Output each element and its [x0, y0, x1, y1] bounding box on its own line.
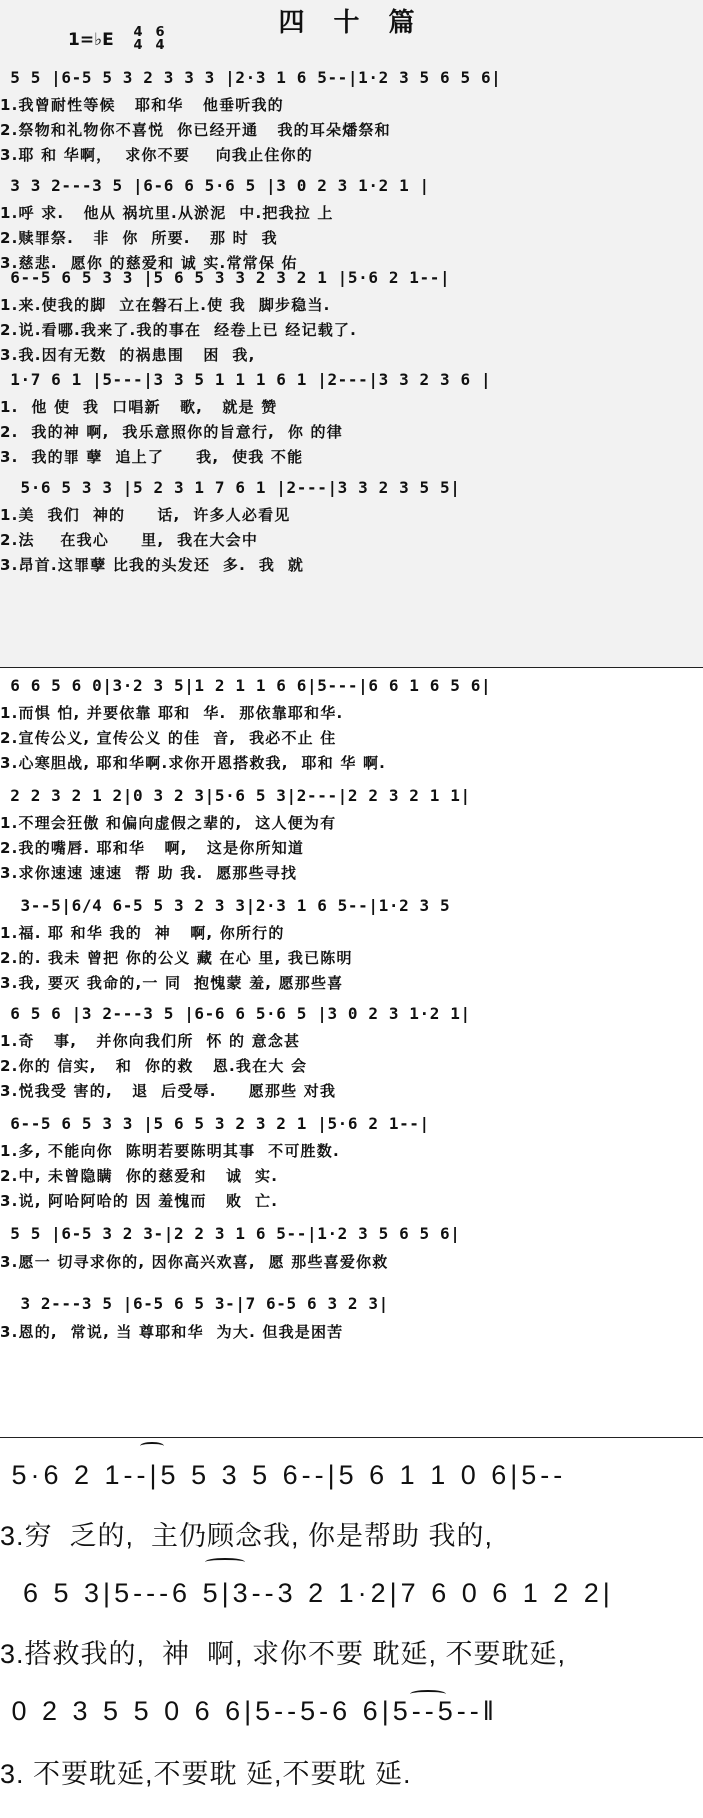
lyric-line: 3.慈悲. 愿你 的慈爱和 诚 实.常常保 佑	[0, 254, 298, 272]
lyric-line: 1.我曾耐性等候 耶和华 他垂听我的	[0, 96, 284, 114]
notation-line: 5 5 |6-5 3 2 3-|2 2 3 1 6 5--|1·2 3 5 6 5 6|	[0, 1224, 461, 1243]
lyric-line: 2.赎罪祭. 非 你 所要. 那 时 我	[0, 229, 278, 247]
lyric-line: 2.宣传公义, 宣传公义 的佳 音, 我必不止 住	[0, 729, 337, 747]
score-section-3	[0, 1438, 703, 1818]
song-title: 四 十 篇	[278, 8, 425, 38]
time-signature-4-4: 4 4	[133, 25, 143, 53]
notation-line: 5 5 |6-5 5 3 2 3 3 3 |2·3 1 6 5--|1·2 3 5 6 5 6|	[0, 68, 502, 87]
notation-line: 3 3 2---3 5 |6-6 6 5·6 5 |3 0 2 3 1·2 1 |	[0, 176, 430, 195]
lyric-line: 3. 我的罪 孽 追上了 我, 使我 不能	[0, 448, 304, 466]
score-section-2	[0, 668, 703, 1438]
lyric-line: 2.法 在我心 里, 我在大会中	[0, 531, 259, 549]
lyric-line: 3.穷 乏的, 主仍顾念我, 你是帮助 我的,	[0, 1521, 494, 1551]
lyric-line: 1.多, 不能向你 陈明若要陈明其事 不可胜数.	[0, 1142, 340, 1160]
notation-line: 3 2---3 5 |6-5 6 5 3-|7 6-5 6 3 2 3|	[0, 1294, 389, 1313]
notation-line: 2 2 3 2 1 2|0 3 2 3|5·6 5 3|2---|2 2 3 2 1 1|	[0, 786, 471, 805]
lyric-line: 3. 不要耽延,不要耽 延,不要耽 延.	[0, 1759, 412, 1789]
lyric-line: 3.耶 和 华啊， 求你不要 向我止住你的	[0, 146, 313, 164]
lyric-line: 2.中, 未曾隐瞒 你的慈爱和 诚 实.	[0, 1167, 279, 1185]
notation-line: 6 6 5 6 0|3·2 3 5|1 2 1 1 6 6|5---|6 6 1 6 5 6|	[0, 676, 492, 695]
notation-line: 3--5|6/4 6-5 5 3 2 3 3|2·3 1 6 5--|1·2 3 5	[0, 896, 451, 915]
lyric-line: 1.而惧 怕, 并要依靠 耶和 华. 那依靠耶和华.	[0, 704, 344, 722]
notation-line: 6 5 6 |3 2---3 5 |6-6 6 5·6 5 |3 0 2 3 1·2 1|	[0, 1004, 471, 1023]
lyric-line: 3.我.因有无数 的祸患围 困 我,	[0, 346, 256, 364]
lyric-line: 1.福. 耶 和华 我的 神 啊, 你所行的	[0, 924, 285, 942]
notation-line: 5·6 5 3 3 |5 2 3 1 7 6 1 |2---|3 3 2 3 5 5|	[0, 478, 461, 497]
lyric-line: 3.愿一 切寻求你的, 因你高兴欢喜, 愿 那些喜爱你救	[0, 1253, 389, 1271]
notation-line: 1·7 6 1 |5---|3 3 5 1 1 1 6 1 |2---|3 3 2 3 6 |	[0, 370, 492, 389]
lyric-line: 2.祭物和礼物你不喜悦 你已经开通 我的耳朵燔祭和	[0, 121, 391, 139]
lyric-line: 1. 他 使 我 口唱新 歌, 就是 赞	[0, 398, 278, 416]
lyric-line: 3.说, 阿哈阿哈的 因 羞愧而 败 亡.	[0, 1192, 279, 1210]
lyric-line: 3.昂首.这罪孽 比我的头发还 多. 我 就	[0, 556, 305, 574]
lyric-line: 1.美 我们 神的 话, 许多人必看见	[0, 506, 291, 524]
lyric-line: 1.不理会狂傲 和偏向虚假之辈的, 这人便为有	[0, 814, 337, 832]
lyric-line: 2.的. 我未 曾把 你的公义 藏 在心 里, 我已陈明	[0, 949, 353, 967]
lyric-line: 2.说.看哪.我来了.我的事在 经卷上已 经记载了.	[0, 321, 357, 339]
lyric-line: 3.悦我受 害的, 退 后受辱. 愿那些 对我	[0, 1082, 337, 1100]
tie-arc	[410, 1690, 446, 1698]
notation-line: 6 5 3|5---6 5|3--3 2 1·2|7 6 0 6 1 2 2|	[0, 1578, 614, 1608]
lyric-line: 3.求你速速 速速 帮 助 我. 愿那些寻找	[0, 864, 298, 882]
notation-line: 5·6 2 1--|5 5 3 5 6--|5 6 1 1 0 6|5--	[0, 1460, 567, 1490]
score-section-1	[0, 0, 703, 668]
lyric-line: 1.奇 事, 并你向我们所 怀 的 意念甚	[0, 1032, 301, 1050]
key-signature: 1=♭E	[68, 30, 114, 50]
lyric-line: 3.心寒胆战, 耶和华啊.求你开恩搭救我, 耶和 华 啊.	[0, 754, 387, 772]
lyric-line: 3.我, 要灭 我命的,一 同 抱愧蒙 羞, 愿那些喜	[0, 974, 344, 992]
lyric-line: 3.恩的, 常说, 当 尊耶和华 为大. 但我是困苦	[0, 1323, 344, 1341]
lyric-line: 2. 我的神 啊, 我乐意照你的旨意行, 你 的律	[0, 423, 343, 441]
tie-arc	[140, 1442, 164, 1450]
notation-line: 6--5 6 5 3 3 |5 6 5 3 2 3 2 1 |5·6 2 1--|	[0, 1114, 430, 1133]
tie-arc	[205, 1558, 245, 1566]
notation-line: 6--5 6 5 3 3 |5 6 5 3 3 2 3 2 1 |5·6 2 1--|	[0, 268, 451, 287]
lyric-line: 1.来.使我的脚 立在磐石上.使 我 脚步稳当.	[0, 296, 331, 314]
lyric-line: 2.你的 信实, 和 你的救 恩.我在大 会	[0, 1057, 308, 1075]
notation-line: 0 2 3 5 5 0 6 6|5--5-6 6|5--5--‖	[0, 1696, 498, 1726]
lyric-line: 3.搭救我的, 神 啊, 求你不要 耽延, 不要耽延,	[0, 1639, 567, 1669]
lyric-line: 1.呼 求. 他从 祸坑里.从淤泥 中.把我拉 上	[0, 204, 334, 222]
lyric-line: 2.我的嘴唇. 耶和华 啊, 这是你所知道	[0, 839, 305, 857]
time-signature-6-4: 6 4	[155, 25, 165, 53]
